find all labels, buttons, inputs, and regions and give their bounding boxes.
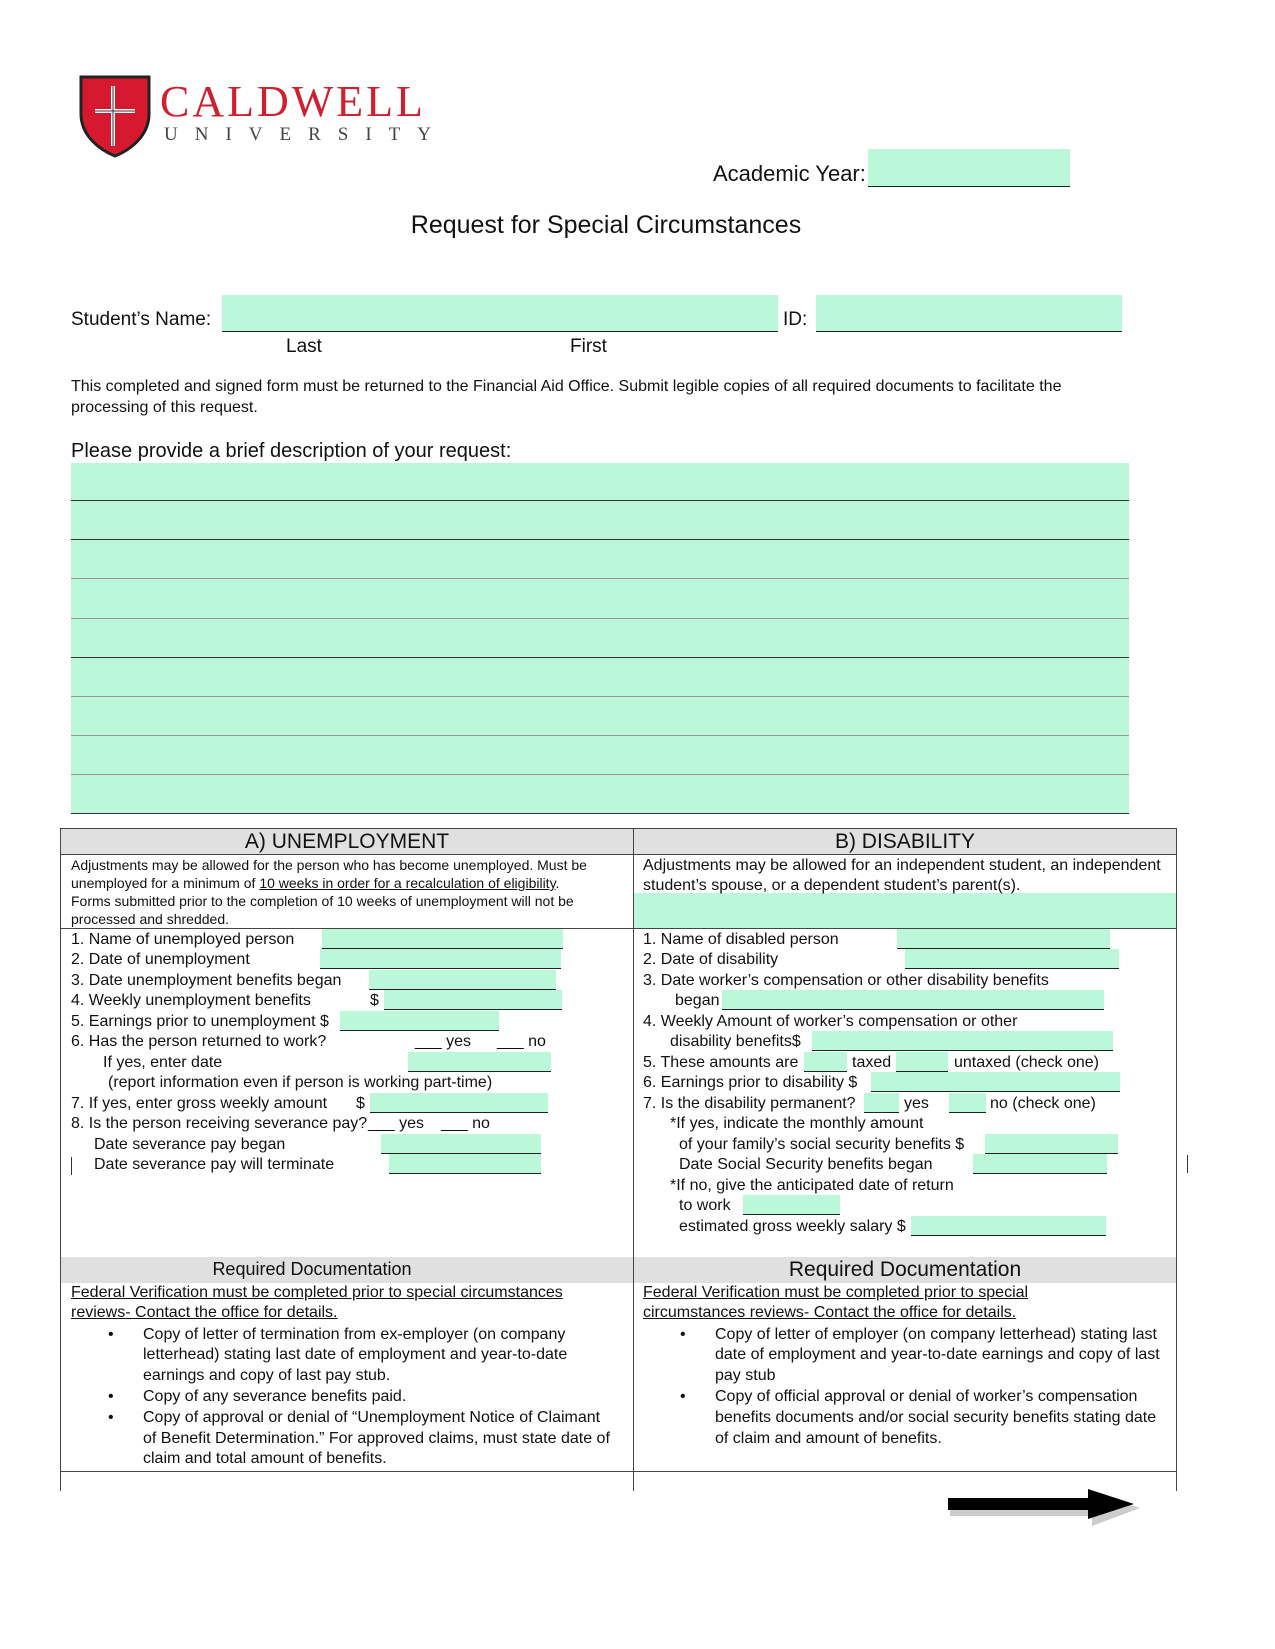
earnings-prior-disability-field[interactable] bbox=[871, 1072, 1120, 1092]
return-date-field[interactable] bbox=[408, 1052, 551, 1072]
disability-doc-heading: Required Documentation bbox=[788, 1258, 1022, 1281]
unemp-doc-1-line: Copy of letter of termination from ex-employer (on company bbox=[143, 1326, 566, 1343]
unemp-doc-3-line: Copy of approval or denial of “Unemployment Notice of Claimant bbox=[143, 1409, 601, 1426]
academic-year-label: Academic Year: bbox=[713, 161, 866, 186]
unemp-doc-2-line: Copy of any severance benefits paid. bbox=[143, 1388, 407, 1405]
dis-item-3a: began bbox=[675, 992, 720, 1009]
disabled-name-field[interactable] bbox=[897, 929, 1110, 949]
unemp-item-1: 1. Name of unemployed person bbox=[71, 931, 295, 948]
description-textarea[interactable] bbox=[71, 463, 1129, 813]
bullet: • bbox=[108, 1326, 114, 1343]
dis-doc-2-line: of claim and amount of benefits. bbox=[715, 1430, 942, 1447]
returned-yes-option[interactable]: ___ yes bbox=[415, 1033, 472, 1050]
dis-item-3: 3. Date worker’s compensation or other disability benefits bbox=[643, 972, 1049, 989]
unemployment-heading: A) UNEMPLOYMENT bbox=[244, 830, 450, 853]
dis-item-4: 4. Weekly Amount of worker’s compensation or other bbox=[643, 1013, 1018, 1030]
unemp-item-7: 7. If yes, enter gross weekly amount bbox=[71, 1095, 328, 1112]
earnings-prior-field[interactable] bbox=[340, 1011, 499, 1031]
permanent-no-field[interactable] bbox=[949, 1093, 986, 1113]
student-name-field[interactable] bbox=[222, 295, 778, 332]
dis-item-1: 1. Name of disabled person bbox=[643, 931, 839, 948]
unemp-doc-1-line: earnings and copy of last pay stub. bbox=[143, 1367, 391, 1384]
unemployment-desc-3: Forms submitted prior to the completion of 10 weeks of unemployment will not be bbox=[71, 893, 574, 909]
disability-desc-2: student’s spouse, or a dependent student’s parent(s). bbox=[643, 877, 1021, 894]
disability-desc-field[interactable] bbox=[634, 893, 1176, 928]
weekly-benefits-field[interactable] bbox=[384, 990, 562, 1010]
cursor-mark bbox=[1187, 1155, 1188, 1173]
desc-underlined: 10 weeks in order for a recalculation of eligibility bbox=[259, 875, 556, 891]
unemp-item-6: 6. Has the person returned to work? bbox=[71, 1033, 327, 1050]
untaxed-label: untaxed (check one) bbox=[954, 1054, 1099, 1071]
severance-terminate-field[interactable] bbox=[389, 1154, 541, 1174]
dis-item-7f: estimated gross weekly salary $ bbox=[679, 1218, 906, 1235]
unemp-item-4: 4. Weekly unemployment benefits bbox=[71, 992, 311, 1009]
dis-item-7c: Date Social Security benefits began bbox=[679, 1156, 933, 1173]
dollar-sign: $ bbox=[370, 992, 379, 1009]
description-line bbox=[71, 657, 1129, 658]
unemp-item-2: 2. Date of unemployment bbox=[71, 951, 250, 968]
benefits-began-field[interactable] bbox=[369, 970, 556, 990]
bullet: • bbox=[680, 1388, 686, 1405]
permanent-yes-label: yes bbox=[904, 1095, 929, 1112]
page-title: Request for Special Circumstances bbox=[410, 211, 802, 239]
dis-item-7a: *If yes, indicate the monthly amount bbox=[670, 1115, 924, 1132]
dis-item-4a: disability benefits$ bbox=[670, 1033, 801, 1050]
unemployment-desc-1: Adjustments may be allowed for the person who has become unemployed. Must be bbox=[71, 857, 587, 873]
return-to-work-field[interactable] bbox=[743, 1195, 840, 1215]
gross-weekly-field[interactable] bbox=[370, 1093, 548, 1113]
description-line bbox=[71, 500, 1129, 501]
bullet: • bbox=[108, 1409, 114, 1426]
disability-doc-note-1: Federal Verification must be completed prior to special bbox=[643, 1284, 1029, 1301]
unemp-doc-1-line: letterhead) stating last date of employment and year-to-date bbox=[143, 1346, 568, 1363]
social-security-began-field[interactable] bbox=[973, 1154, 1107, 1174]
unemp-item-3: 3. Date unemployment benefits began bbox=[71, 972, 342, 989]
unemp-item-8a: Date severance pay began bbox=[94, 1136, 286, 1153]
weekly-disability-field[interactable] bbox=[812, 1031, 1113, 1051]
desc-period: . bbox=[555, 875, 560, 891]
social-security-amount-field[interactable] bbox=[985, 1134, 1118, 1154]
unemp-item-6a: If yes, enter date bbox=[103, 1054, 223, 1071]
taxed-checkbox-field[interactable] bbox=[804, 1052, 847, 1072]
permanent-yes-field[interactable] bbox=[864, 1093, 899, 1113]
table-divider bbox=[633, 1471, 634, 1491]
bullet: • bbox=[108, 1388, 114, 1405]
severance-began-field[interactable] bbox=[381, 1134, 541, 1154]
unemployment-doc-heading: Required Documentation bbox=[212, 1259, 412, 1279]
dis-item-7b: of your family’s social security benefits $ bbox=[679, 1136, 965, 1153]
estimated-salary-field[interactable] bbox=[911, 1216, 1106, 1236]
academic-year-field[interactable] bbox=[868, 149, 1070, 187]
dis-doc-1-line: Copy of letter of employer (on company letterhead) stating last bbox=[715, 1326, 1157, 1343]
description-line bbox=[71, 578, 1129, 579]
cursor-mark bbox=[71, 1157, 72, 1175]
disability-desc-1: Adjustments may be allowed for an independent student, an independent bbox=[643, 857, 1161, 874]
dis-doc-1-line: pay stub bbox=[715, 1367, 776, 1384]
dis-doc-2-line: Copy of official approval or denial of worker’s compensation bbox=[715, 1388, 1138, 1405]
taxed-label: taxed bbox=[852, 1054, 892, 1071]
disability-heading: B) DISABILITY bbox=[834, 830, 976, 853]
unemp-item-5: 5. Earnings prior to unemployment $ bbox=[71, 1013, 329, 1030]
next-page-arrow-icon bbox=[944, 1486, 1144, 1528]
unemployment-desc-2 bbox=[71, 875, 559, 891]
unemployment-doc-note-2: reviews- Contact the office for details. bbox=[71, 1304, 338, 1321]
description-line bbox=[71, 696, 1129, 697]
dis-item-6: 6. Earnings prior to disability $ bbox=[643, 1074, 858, 1091]
description-line bbox=[71, 539, 1129, 540]
disability-date-field[interactable] bbox=[905, 949, 1119, 969]
student-id-label: ID: bbox=[783, 309, 808, 330]
disability-benefits-began-field[interactable] bbox=[722, 990, 1104, 1010]
unemp-item-8b: Date severance pay will terminate bbox=[94, 1156, 335, 1173]
dis-item-2: 2. Date of disability bbox=[643, 951, 779, 968]
unemp-item-8: 8. Is the person receiving severance pay? bbox=[71, 1115, 368, 1132]
logo-name: CALDWELL bbox=[160, 77, 426, 126]
unemp-item-6b: (report information even if person is working part-time) bbox=[108, 1074, 493, 1091]
university-logo bbox=[78, 74, 448, 158]
untaxed-checkbox-field[interactable] bbox=[896, 1052, 948, 1072]
instructions-line-2: processing of this request. bbox=[71, 399, 258, 416]
severance-no-option[interactable]: ___ no bbox=[441, 1115, 490, 1132]
severance-yes-option[interactable]: ___ yes bbox=[368, 1115, 425, 1132]
description-line bbox=[71, 813, 1129, 814]
dis-doc-1-line: date of employment and year-to-date earnings and copy of last bbox=[715, 1346, 1160, 1363]
unemployment-desc-4: processed and shredded. bbox=[71, 911, 229, 927]
student-id-field[interactable] bbox=[816, 295, 1122, 332]
unemployment-date-field[interactable] bbox=[320, 949, 561, 969]
shield-cross-icon bbox=[78, 74, 152, 158]
dis-item-5: 5. These amounts are bbox=[643, 1054, 799, 1071]
permanent-no-label: no (check one) bbox=[990, 1095, 1096, 1112]
unemployed-name-field[interactable] bbox=[322, 929, 563, 949]
description-line bbox=[71, 618, 1129, 619]
dis-item-7e: to work bbox=[679, 1197, 731, 1214]
unemployment-doc-note-1: Federal Verification must be completed prior to special circumstances bbox=[71, 1284, 563, 1301]
unemp-doc-3-line: claim and total amount of benefits. bbox=[143, 1450, 387, 1467]
dis-doc-2-line: benefits documents and/or social security benefits stating date bbox=[715, 1409, 1157, 1426]
disability-doc-note-2: circumstances reviews- Contact the office for details. bbox=[643, 1304, 1017, 1321]
dis-item-7: 7. Is the disability permanent? bbox=[643, 1095, 856, 1112]
last-name-caption: Last bbox=[286, 336, 322, 357]
dollar-sign: $ bbox=[356, 1095, 365, 1112]
instructions-line-1: This completed and signed form must be returned to the Financial Aid Office. Submit legible copies of all required documents to facilitate the bbox=[71, 378, 1062, 395]
bullet: • bbox=[680, 1326, 686, 1343]
description-line bbox=[71, 735, 1129, 736]
description-line bbox=[71, 774, 1129, 775]
desc-text: unemployed for a minimum of bbox=[71, 875, 260, 891]
student-name-label: Student’s Name: bbox=[71, 309, 212, 330]
description-prompt: Please provide a brief description of your request: bbox=[71, 440, 512, 462]
unemp-doc-3-line: of Benefit Determination.” For approved claims, must state date of bbox=[143, 1430, 610, 1447]
logo-sub: UNIVERSITY bbox=[164, 124, 448, 145]
returned-no-option[interactable]: ___ no bbox=[497, 1033, 546, 1050]
dis-item-7d: *If no, give the anticipated date of return bbox=[670, 1177, 954, 1194]
first-name-caption: First bbox=[570, 336, 607, 357]
